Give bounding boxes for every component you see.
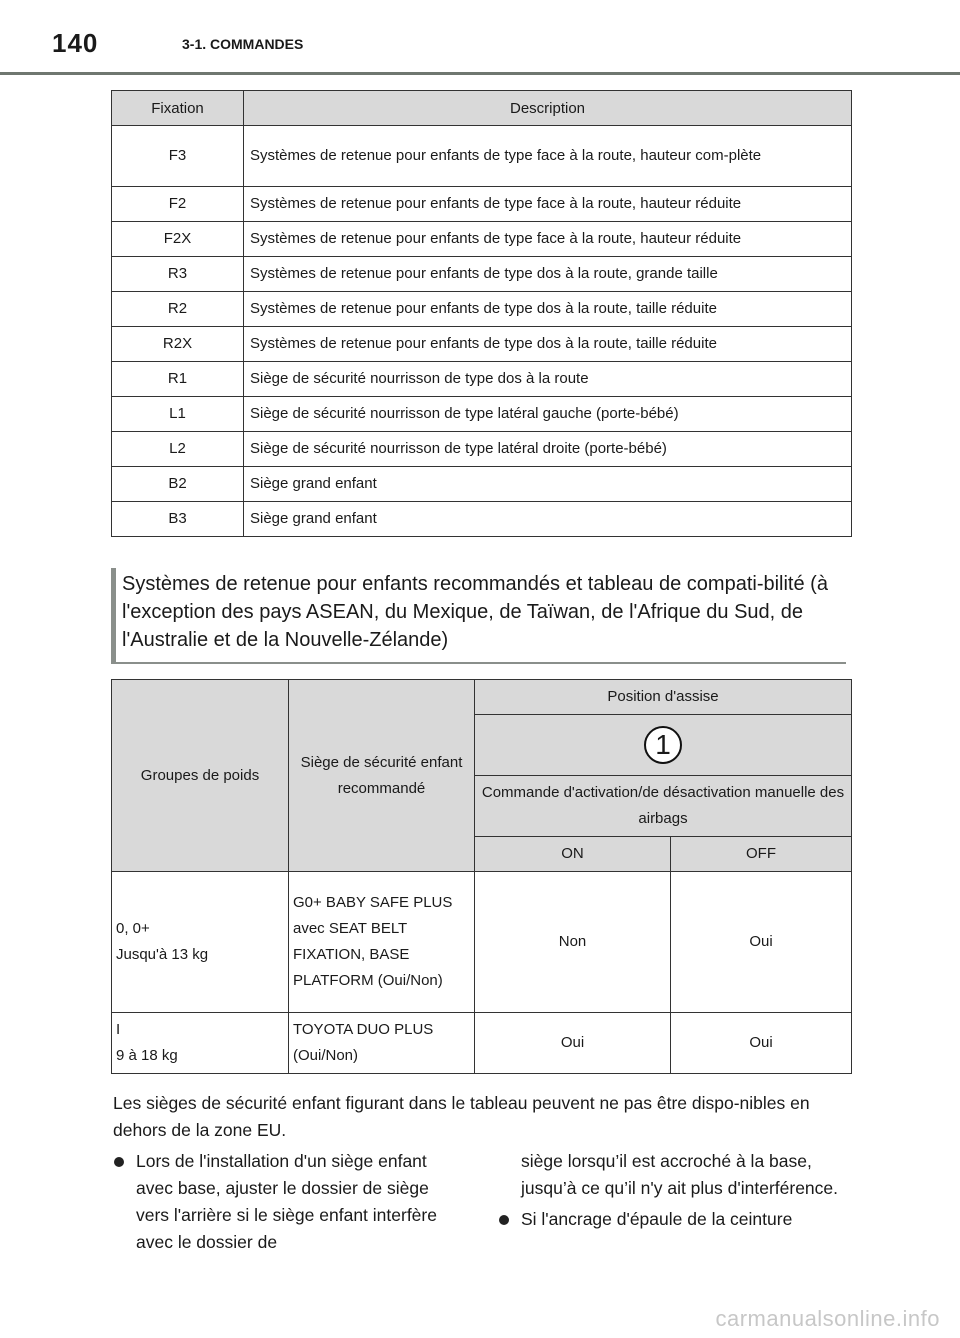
weight-groups-header: Groupes de poids <box>112 680 289 872</box>
weight-group-cell <box>112 872 289 1013</box>
page-number: 140 <box>52 28 99 58</box>
table-row <box>112 126 852 187</box>
table-row <box>112 362 852 397</box>
list-item <box>497 1206 847 1233</box>
recommended-seat-header: Siège de sécurité enfant recommandé <box>289 680 475 872</box>
bullet-text: Si l'ancrage d'épaule de la ceinture <box>521 1209 793 1229</box>
table-row <box>112 1013 852 1074</box>
table-row <box>112 872 852 1013</box>
fixation-code: R3 <box>112 257 244 292</box>
left-column <box>112 1148 462 1256</box>
fixation-code: B2 <box>112 467 244 502</box>
table-row <box>112 502 852 537</box>
fixation-description: Siège de sécurité nourrisson de type latéral droite (porte-bébé) <box>244 432 852 467</box>
table-row <box>112 222 852 257</box>
weight-group-cell <box>112 1013 289 1074</box>
fixation-description: Siège de sécurité nourrisson de type dos à la route <box>244 362 852 397</box>
table-row <box>112 397 852 432</box>
table-row <box>112 187 852 222</box>
weight-range: 9 à 18 kg <box>116 1047 178 1064</box>
bullet-icon <box>114 1157 124 1167</box>
fixation-description: Systèmes de retenue pour enfants de type face à la route, hauteur com-plète <box>244 126 852 187</box>
airbag-control-header: Commande d'activation/de désactivation manuelle des airbags <box>475 776 852 837</box>
fixation-code: F2 <box>112 187 244 222</box>
watermark: carmanualsonline.info <box>715 1306 940 1331</box>
list-item <box>112 1148 462 1256</box>
recommended-seat-cell: G0+ BABY SAFE PLUS avec SEAT BELT FIXATION, BASE PLATFORM (Oui/Non) <box>289 872 475 1013</box>
compatibility-heading: Systèmes de retenue pour enfants recommandés et tableau de compati-bilité (à l'exception des pays ASEAN, du Mexique, de Taïwan, de l'Afrique du Sud, de l'Australie et de la Nouvelle-Zélande) <box>111 568 846 664</box>
fixation-table <box>111 90 852 537</box>
table-row <box>112 432 852 467</box>
fixation-description: Siège grand enfant <box>244 467 852 502</box>
table-row <box>112 292 852 327</box>
fixation-description: Systèmes de retenue pour enfants de type dos à la route, taille réduite <box>244 292 852 327</box>
compat-header-row <box>112 680 852 715</box>
airbag-off-cell: Oui <box>671 872 852 1013</box>
section-title: 3-1. COMMANDES <box>182 36 304 52</box>
fixation-code: L1 <box>112 397 244 432</box>
airbag-off-cell: Oui <box>671 1013 852 1074</box>
fixation-description: Systèmes de retenue pour enfants de type dos à la route, taille réduite <box>244 327 852 362</box>
recommended-seat-cell: TOYOTA DUO PLUS (Oui/Non) <box>289 1013 475 1074</box>
fixation-code: R2X <box>112 327 244 362</box>
seat-number-cell <box>475 715 852 776</box>
fixation-code: R2 <box>112 292 244 327</box>
header-rule <box>0 72 960 75</box>
fixation-header: Fixation <box>112 91 244 126</box>
fixation-header-row <box>112 91 852 126</box>
airbag-on-cell: Oui <box>475 1013 671 1074</box>
seat-1-icon: 1 <box>644 726 682 764</box>
fixation-code: R1 <box>112 362 244 397</box>
fixation-code: F3 <box>112 126 244 187</box>
airbag-on-cell: Non <box>475 872 671 1013</box>
off-header: OFF <box>671 837 852 872</box>
weight-range: Jusqu'à 13 kg <box>116 946 209 963</box>
fixation-code: L2 <box>112 432 244 467</box>
group-label: 0, 0+ <box>116 920 150 937</box>
fixation-description: Systèmes de retenue pour enfants de type face à la route, hauteur réduite <box>244 187 852 222</box>
bullet-continuation: siège lorsqu’il est accroché à la base, jusqu’à ce qu’il n'y ait plus d'interférence. <box>521 1151 838 1198</box>
description-header: Description <box>244 91 852 126</box>
table-row <box>112 327 852 362</box>
on-header: ON <box>475 837 671 872</box>
fixation-description: Systèmes de retenue pour enfants de type face à la route, hauteur réduite <box>244 222 852 257</box>
fixation-code: F2X <box>112 222 244 257</box>
fixation-code: B3 <box>112 502 244 537</box>
compatibility-table <box>111 679 852 1074</box>
group-label: I <box>116 1021 121 1038</box>
fixation-description: Siège grand enfant <box>244 502 852 537</box>
table-row <box>112 257 852 292</box>
fixation-description: Systèmes de retenue pour enfants de type dos à la route, grande taille <box>244 257 852 292</box>
bullet-icon <box>499 1215 509 1225</box>
right-column <box>497 1148 847 1233</box>
bullet-text: Lors de l'installation d'un siège enfant avec base, ajuster le dossier de siège vers l'arrière si le siège enfant interfère avec le dossier de <box>136 1151 437 1252</box>
availability-note: Les sièges de sécurité enfant figurant dans le tableau peuvent ne pas être dispo-nibles en dehors de la zone EU. <box>113 1093 810 1140</box>
seating-position-header: Position d'assise <box>475 680 852 715</box>
table-row <box>112 467 852 502</box>
fixation-description: Siège de sécurité nourrisson de type latéral gauche (porte-bébé) <box>244 397 852 432</box>
